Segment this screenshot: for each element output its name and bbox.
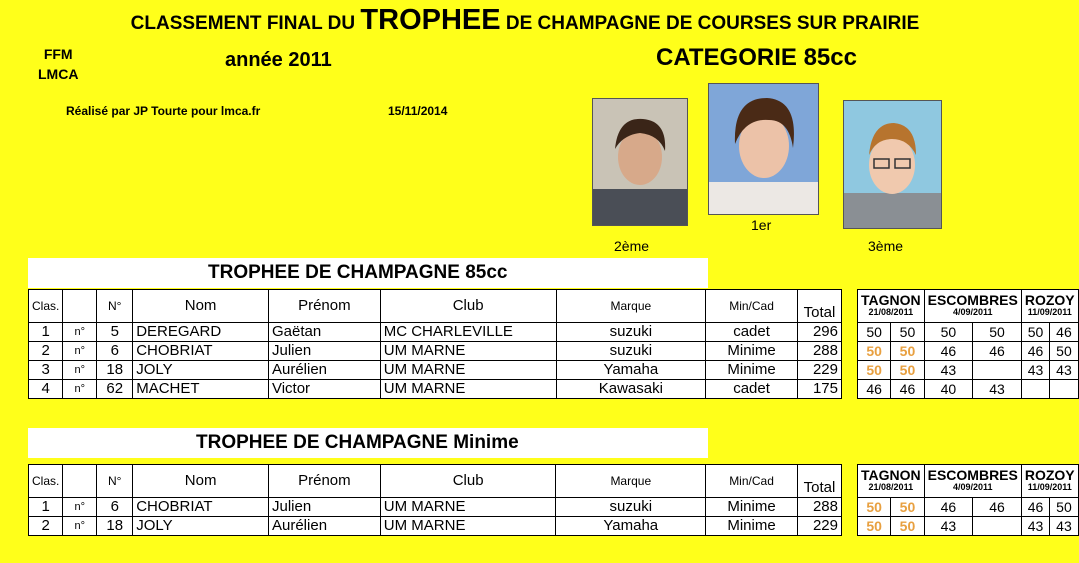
col-num: N° — [97, 465, 133, 498]
col-marque: Marque — [556, 465, 706, 498]
cell-marque: suzuki — [556, 342, 706, 361]
score-cell: 46 — [1050, 323, 1078, 342]
score-row — [858, 361, 1079, 380]
cell-clas: 2 — [29, 517, 63, 536]
score-cell: 50 — [858, 517, 891, 536]
cell-marque: Kawasaki — [556, 380, 706, 399]
author-credit: Réalisé par JP Tourte pour lmca.fr — [66, 104, 261, 118]
score-cell: 50 — [858, 361, 891, 380]
event-tagnon: TAGNON 21/08/2011 — [858, 465, 925, 498]
cell-clas: 2 — [29, 342, 63, 361]
score-cell: 50 — [891, 498, 924, 517]
cell-clas: 1 — [29, 323, 63, 342]
cell-club: UM MARNE — [380, 342, 556, 361]
score-cell: 46 — [973, 498, 1022, 517]
cell-cat: cadet — [706, 323, 798, 342]
score-cell: 46 — [891, 380, 924, 399]
event-scores-table-85cc — [857, 289, 1079, 399]
score-row — [858, 498, 1079, 517]
rank-first-label: 1er — [751, 217, 772, 233]
score-cell: 50 — [891, 517, 924, 536]
score-cell: 50 — [891, 323, 924, 342]
col-total: Total — [797, 465, 841, 498]
table-header-row — [29, 465, 842, 498]
cell-prenom: Gaëtan — [268, 323, 380, 342]
photo-third-place — [843, 100, 942, 229]
col-club: Club — [380, 290, 556, 323]
cell-total: 288 — [797, 498, 841, 517]
cell-marque: suzuki — [556, 323, 706, 342]
score-cell — [1021, 380, 1049, 399]
score-cell: 40 — [924, 380, 973, 399]
section-title-85cc: TROPHEE DE CHAMPAGNE 85cc — [28, 258, 708, 288]
year-label: année 2011 — [225, 49, 332, 71]
cell-club: UM MARNE — [380, 517, 556, 536]
score-row — [858, 380, 1079, 399]
score-cell: 50 — [891, 342, 924, 361]
score-cell: 46 — [924, 498, 973, 517]
col-num: N° — [97, 290, 133, 323]
cell-n: n° — [63, 498, 97, 517]
cell-clas: 3 — [29, 361, 63, 380]
col-mincad: Min/Cad — [706, 290, 798, 323]
ranking-table-minime — [28, 464, 842, 536]
table-row — [29, 342, 842, 361]
score-cell: 50 — [924, 323, 973, 342]
event-header-row — [858, 465, 1079, 498]
cell-num: 6 — [97, 342, 133, 361]
cell-total: 288 — [797, 342, 841, 361]
event-tagnon: TAGNON 21/08/2011 — [858, 290, 925, 323]
cell-club: UM MARNE — [380, 498, 556, 517]
event-escombres: ESCOMBRES 4/09/2011 — [924, 290, 1021, 323]
cell-n: n° — [63, 323, 97, 342]
col-club: Club — [380, 465, 556, 498]
col-nom: Nom — [133, 290, 269, 323]
cell-n: n° — [63, 380, 97, 399]
cell-prenom: Aurélien — [268, 361, 380, 380]
score-cell: 50 — [973, 323, 1022, 342]
table-row — [29, 323, 842, 342]
page-title: CLASSEMENT FINAL DU TROPHEE DE CHAMPAGNE DE COURSES SUR PRAIRIE — [130, 4, 920, 36]
cell-prenom: Julien — [269, 498, 381, 517]
event-rozoy: ROZOY 11/09/2011 — [1021, 290, 1078, 323]
score-cell: 50 — [1050, 498, 1078, 517]
score-row — [858, 323, 1079, 342]
federation-label: FFM LMCA — [38, 46, 79, 82]
score-cell: 46 — [858, 380, 891, 399]
table-row — [29, 498, 842, 517]
ranking-table-85cc — [28, 289, 842, 399]
cell-cat: cadet — [706, 380, 798, 399]
cell-total: 296 — [797, 323, 841, 342]
cell-n: n° — [63, 361, 97, 380]
score-cell: 50 — [858, 323, 891, 342]
table-row — [29, 517, 842, 536]
cell-club: MC CHARLEVILLE — [380, 323, 556, 342]
cell-club: UM MARNE — [380, 380, 556, 399]
score-cell — [1050, 380, 1078, 399]
event-scores-table-minime — [857, 464, 1079, 536]
cell-num: 18 — [97, 361, 133, 380]
category-label: CATEGORIE 85cc — [656, 44, 857, 71]
score-cell: 46 — [1021, 498, 1049, 517]
cell-nom: JOLY — [133, 361, 269, 380]
cell-marque: Yamaha — [556, 517, 706, 536]
score-cell: 43 — [1021, 517, 1049, 536]
cell-cat: Minime — [706, 361, 798, 380]
score-cell: 43 — [924, 361, 973, 380]
cell-nom: DEREGARD — [133, 323, 269, 342]
cell-nom: JOLY — [133, 517, 269, 536]
score-cell: 50 — [858, 498, 891, 517]
score-cell: 43 — [1050, 361, 1078, 380]
cell-n: n° — [63, 342, 97, 361]
score-cell: 43 — [924, 517, 973, 536]
col-total: Total — [797, 290, 841, 323]
cell-marque: Yamaha — [556, 361, 706, 380]
rank-third-label: 3ème — [868, 238, 904, 254]
score-cell — [973, 361, 1022, 380]
score-cell: 50 — [858, 342, 891, 361]
table-row — [29, 380, 842, 399]
score-cell: 50 — [1050, 342, 1078, 361]
cell-prenom: Aurélien — [269, 517, 381, 536]
cell-num: 18 — [97, 517, 133, 536]
col-mincad: Min/Cad — [706, 465, 798, 498]
score-cell: 46 — [924, 342, 973, 361]
cell-prenom: Julien — [268, 342, 380, 361]
col-prenom: Prénom — [268, 290, 380, 323]
col-nom: Nom — [133, 465, 269, 498]
event-rozoy: ROZOY 11/09/2011 — [1021, 465, 1078, 498]
score-cell: 50 — [1021, 323, 1049, 342]
cell-cat: Minime — [706, 517, 798, 536]
cell-clas: 4 — [29, 380, 63, 399]
score-row — [858, 342, 1079, 361]
cell-num: 5 — [97, 323, 133, 342]
cell-num: 62 — [97, 380, 133, 399]
score-cell — [973, 517, 1022, 536]
cell-total: 175 — [797, 380, 841, 399]
score-cell: 46 — [973, 342, 1022, 361]
cell-cat: Minime — [706, 342, 798, 361]
cell-prenom: Victor — [268, 380, 380, 399]
score-row — [858, 517, 1079, 536]
cell-nom: CHOBRIAT — [133, 498, 269, 517]
publish-date: 15/11/2014 — [388, 104, 448, 118]
cell-num: 6 — [97, 498, 133, 517]
col-prenom: Prénom — [269, 465, 381, 498]
score-cell: 43 — [1021, 361, 1049, 380]
score-cell: 46 — [1021, 342, 1049, 361]
table-row — [29, 361, 842, 380]
table-header-row — [29, 290, 842, 323]
col-clas: Clas. — [29, 465, 63, 498]
score-cell: 43 — [1050, 517, 1078, 536]
section-title-minime: TROPHEE DE CHAMPAGNE Minime — [28, 428, 708, 458]
cell-total: 229 — [797, 517, 841, 536]
cell-nom: CHOBRIAT — [133, 342, 269, 361]
col-clas: Clas. — [29, 290, 63, 323]
cell-cat: Minime — [706, 498, 798, 517]
photo-second-place — [592, 98, 688, 226]
cell-total: 229 — [797, 361, 841, 380]
score-cell: 50 — [891, 361, 924, 380]
cell-marque: suzuki — [556, 498, 706, 517]
event-header-row — [858, 290, 1079, 323]
rank-second-label: 2ème — [614, 238, 650, 254]
col-marque: Marque — [556, 290, 706, 323]
photo-first-place — [708, 83, 819, 215]
cell-club: UM MARNE — [380, 361, 556, 380]
cell-clas: 1 — [29, 498, 63, 517]
event-escombres: ESCOMBRES 4/09/2011 — [924, 465, 1021, 498]
cell-nom: MACHET — [133, 380, 269, 399]
score-cell: 43 — [973, 380, 1022, 399]
cell-n: n° — [63, 517, 97, 536]
